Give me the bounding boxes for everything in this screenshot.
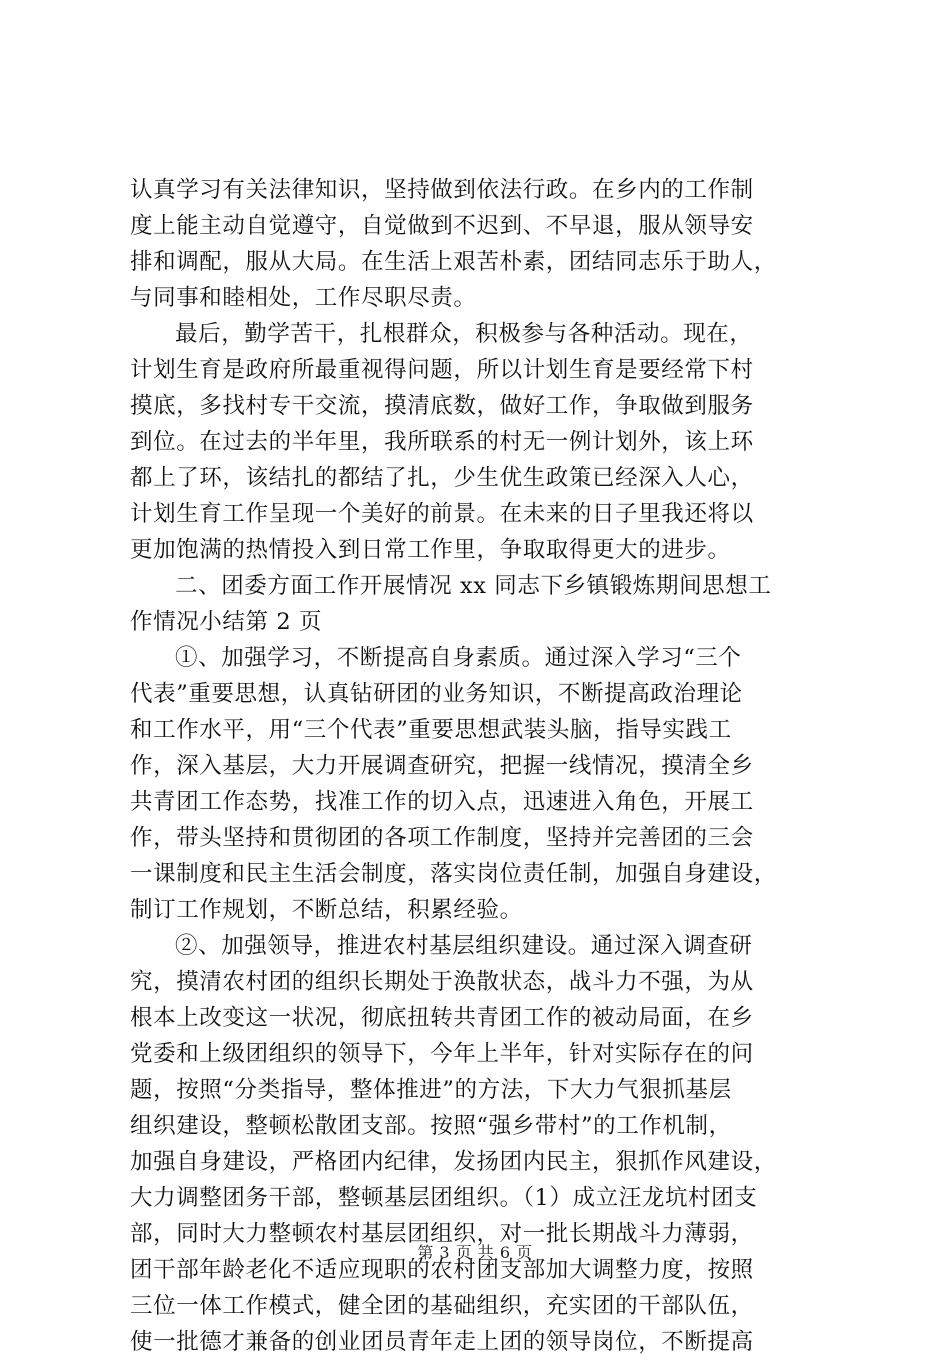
text-line: 计划生育工作呈现一个美好的前景。在未来的日子里我还将以 xyxy=(130,501,754,527)
text-line: 作，带头坚持和贯彻团的各项工作制度，坚持并完善团的三会 xyxy=(130,825,754,851)
text-line: 排和调配，服从大局。在生活上艰苦朴素，团结同志乐于助人， xyxy=(130,249,777,275)
paragraph-start-line: 最后，勤学苦干，扎根群众，积极参与各种活动。现在， xyxy=(175,321,753,347)
text-line: 党委和上级团组织的领导下，今年上半年，针对实际存在的问 xyxy=(130,1041,754,1067)
text-line: 计划生育是政府所最重视得问题，所以计划生育是要经常下村 xyxy=(130,357,754,383)
text-line: 摸底，多找村专干交流，摸清底数，做好工作，争取做到服务 xyxy=(130,393,754,419)
text-line: 作，深入基层，大力开展调查研究，把握一线情况，摸清全乡 xyxy=(130,753,754,779)
paragraph-start-line: ①、加强学习，不断提高自身素质。通过深入学习“三个 xyxy=(175,645,742,671)
text-line: 题，按照“分类指导，整体推进”的方法，下大力气狠抓基层 xyxy=(130,1077,732,1103)
text-line: 和工作水平，用“三个代表”重要思想武装头脑，指导实践工 xyxy=(130,717,732,743)
text-line: 大力调整团务干部，整顿基层团组织。（1）成立汪龙坑村团支 xyxy=(130,1185,758,1211)
document-body xyxy=(130,172,830,1360)
text-line: 组织建设，整顿松散团支部。按照“强乡带村”的工作机制， xyxy=(130,1113,732,1139)
text-line: 团干部年龄老化不适应现职的农村团支部加大调整力度，按照 xyxy=(130,1257,754,1283)
section-heading-line: 二、团委方面工作开展情况 xx 同志下乡镇锻炼期间思想工 xyxy=(175,573,772,599)
text-line: 加强自身建设，严格团内纪律，发扬团内民主，狠抓作风建设， xyxy=(130,1149,777,1175)
text-line: 与同事和睦相处，工作尽职尽责。 xyxy=(130,285,477,311)
text-line: 共青团工作态势，找准工作的切入点，迅速进入角色，开展工 xyxy=(130,789,754,815)
text-line: 三位一体工作模式，健全团的基础组织，充实团的干部队伍， xyxy=(130,1293,754,1319)
text-line: 究，摸清农村团的组织长期处于涣散状态，战斗力不强，为从 xyxy=(130,969,754,995)
text-line: 部，同时大力整顿农村基层团组织，对一批长期战斗力薄弱， xyxy=(130,1221,754,1247)
text-line: 更加饱满的热情投入到日常工作里，争取取得更大的进步。 xyxy=(130,537,731,563)
text-line: 使一批德才兼备的创业团员青年走上团的领导岗位，不断提高 xyxy=(130,1329,754,1355)
text-line: 一课制度和民主生活会制度，落实岗位责任制，加强自身建设， xyxy=(130,861,777,887)
paragraph-start-line: ②、加强领导，推进农村基层组织建设。通过深入调查研 xyxy=(175,933,753,959)
text-line: 根本上改变这一状况，彻底扭转共青团工作的被动局面，在乡 xyxy=(130,1005,754,1031)
text-line: 都上了环，该结扎的都结了扎，少生优生政策已经深入人心， xyxy=(130,465,754,491)
text-line: 制订工作规划，不断总结，积累经验。 xyxy=(130,897,523,923)
text-line: 代表”重要思想，认真钻研团的业务知识，不断提高政治理论 xyxy=(130,681,743,707)
text-line: 认真学习有关法律知识，坚持做到依法行政。在乡内的工作制 xyxy=(130,177,754,203)
text-line: 度上能主动自觉遵守，自觉做到不迟到、不早退，服从领导安 xyxy=(130,213,754,239)
section-heading-line: 作情况小结第 2 页 xyxy=(130,609,323,635)
page-number-footer: 第 3 页 共 6 页 xyxy=(417,1243,533,1262)
text-line: 到位。在过去的半年里，我所联系的村无一例计划外，该上环 xyxy=(130,429,754,455)
